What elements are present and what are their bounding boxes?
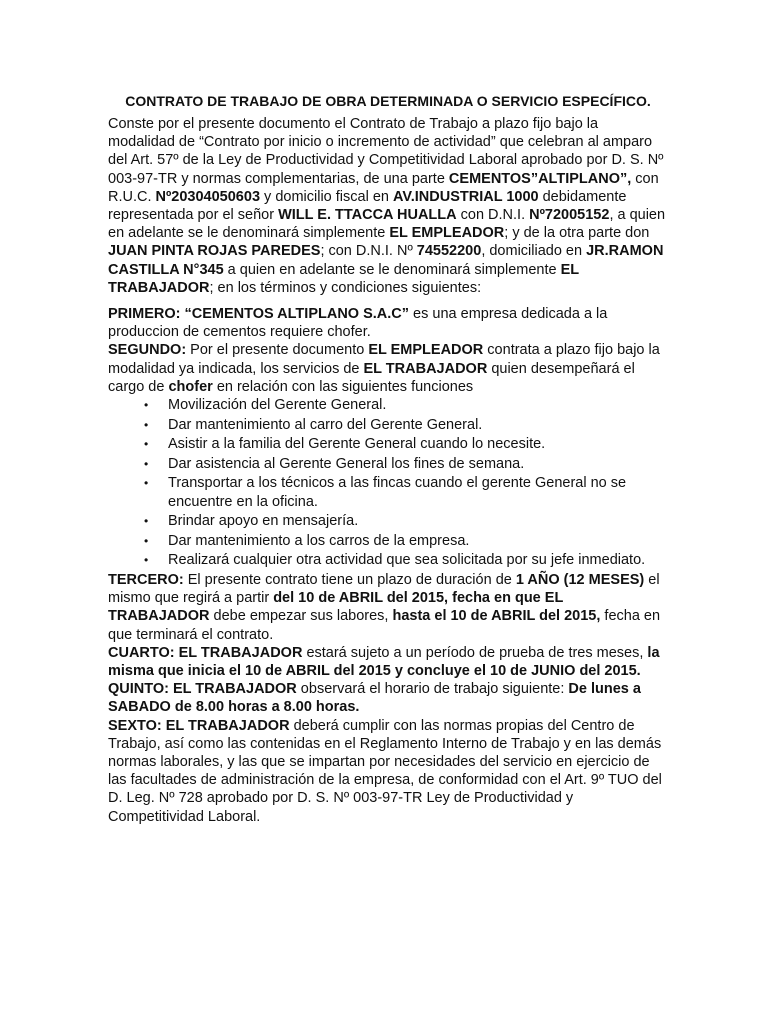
bold-text-run: QUINTO: EL TRABAJADOR (108, 681, 297, 698)
list-item-text: Asistir a la familia del Gerente General cuando lo necesite. (168, 436, 546, 453)
list-item-text: Movilización del Gerente General. (168, 397, 387, 414)
bold-text-run: CEMENTOS”ALTIPLANO”, (448, 170, 632, 187)
clause-cuarto (108, 644, 668, 680)
bullet-icon: • (144, 417, 149, 432)
text-run: ; con D.N.I. Nº (320, 243, 417, 260)
text-run: a quien en adelante se le denominará simplemente (223, 261, 561, 278)
bold-text-run: JR.RAMON CASTILLA N°345 (108, 243, 664, 278)
text-run: en relación con las siguientes funciones (212, 378, 474, 395)
bold-text-run: EL EMPLEADOR (389, 225, 505, 242)
bold-text-run: hasta el 10 de ABRIL del 2015, (392, 608, 601, 625)
text-run: el mismo que regirá a partir (108, 572, 660, 607)
document-title: CONTRATO DE TRABAJO DE OBRA DETERMINADA O SERVICIO ESPECÍFICO. (125, 93, 651, 109)
paragraph-gap (108, 297, 668, 305)
text-run: debidamente representada por el señor (108, 188, 627, 224)
bullet-icon: • (144, 437, 149, 452)
bold-text-run: WILL E. TTACCA HUALLA (278, 207, 457, 224)
bullet-icon: • (144, 514, 149, 529)
text-run: estará sujeto a un período de prueba de tres meses, (302, 644, 648, 661)
text-run: con R.U.C. (108, 170, 659, 205)
clause-tercero (108, 571, 668, 644)
clause-quinto (108, 680, 668, 716)
list-item (144, 455, 668, 473)
text-run: con D.N.I. (456, 207, 530, 224)
funciones-list (108, 396, 668, 570)
text-run: fecha en que terminará el contrato. (108, 608, 661, 643)
list-item-text: Dar mantenimiento al carro del Gerente General. (168, 416, 483, 433)
text-run: deberá cumplir con las normas propias del Centro de Trabajo, así como las contenidas en el Reglamento Interno de Trabajo y en las demás normas laborales, y las que se impartan por necesidades del servicio en ejercicio de las facultades de administración de la empresa, de conformidad con el Art. 9º TUO del D. Leg. Nº 728 aprobado por D. S. Nº 003-97-TR Ley de Productividad y Competitividad Laboral. (108, 717, 662, 825)
text-run: Por el presente documento (186, 342, 369, 359)
bullet-icon: • (144, 533, 149, 548)
list-item-text: Brindar apoyo en mensajería. (168, 513, 359, 530)
list-item (144, 435, 668, 453)
list-item-text: Transportar a los técnicos a las fincas cuando el gerente General no se encuentre en la oficina. (168, 475, 627, 510)
bold-text-run: la misma que inicia el 10 de ABRIL del 2015 y concluye el 10 de JUNIO del 2015. (108, 644, 660, 680)
bold-text-run: Nº72005152 (529, 207, 610, 224)
bold-text-run: EL TRABAJADOR (108, 261, 579, 296)
bold-text-run: EL TRABAJADOR (363, 360, 488, 377)
text-run: debe empezar sus labores, (209, 608, 393, 625)
bold-text-run: SEGUNDO: (108, 342, 187, 359)
bold-text-run: del 10 de ABRIL del 2015, fecha en que EL TRABAJADOR (108, 590, 564, 625)
text-run: Conste por el presente documento el Contrato de Trabajo a plazo fijo bajo la modalidad de “Contrato por inicio o incremento de actividad” que celebran al amparo del Art. 57º de la Ley de Productividad y Competitividad Laboral aprobado por D. S. Nº 003-97-TR y normas complementarias, de una parte (108, 116, 664, 187)
bold-text-run: chofer (168, 378, 213, 395)
bold-text-run: 74552200 (416, 243, 482, 260)
bullet-icon: • (144, 553, 149, 568)
list-item (144, 474, 668, 510)
bold-text-run: PRIMERO: “CEMENTOS ALTIPLANO S.A.C” (108, 306, 410, 323)
text-run: , a quien en adelante se le denominará simplemente (108, 207, 666, 242)
list-item-text: Realizará cualquier otra actividad que sea solicitada por su jefe inmediato. (168, 552, 646, 569)
bold-text-run: CUARTO: EL TRABAJADOR (108, 644, 303, 661)
bold-text-run: 1 AÑO (12 MESES) (515, 572, 645, 588)
clause-sexto (108, 717, 668, 826)
bold-text-run: De lunes a SABADO de 8.00 horas a 8.00 horas. (108, 681, 641, 716)
bullet-icon: • (144, 456, 149, 471)
text-run: y domicilio fiscal en (260, 188, 393, 205)
list-item (144, 532, 668, 550)
contract-document (108, 92, 668, 826)
bullet-icon: • (144, 398, 149, 413)
text-run: observará el horario de trabajo siguiente: (296, 681, 569, 698)
bold-text-run: TERCERO: (108, 572, 184, 588)
bold-text-run: SEXTO: EL TRABAJADOR (108, 717, 290, 734)
list-item (144, 551, 668, 569)
text-run: ; y de la otra parte don (504, 225, 650, 242)
text-run: El presente contrato tiene un plazo de duración de (183, 572, 516, 588)
intro-paragraph (108, 115, 668, 297)
list-item (144, 396, 668, 414)
list-item-text: Dar asistencia al Gerente General los fines de semana. (168, 455, 525, 472)
text-run: contrata a plazo fijo bajo la modalidad ya indicada, los servicios de (108, 342, 660, 377)
bold-text-run: AV.INDUSTRIAL 1000 (392, 188, 539, 205)
bold-text-run: JUAN PINTA ROJAS PAREDES (108, 243, 321, 260)
text-run: quien desempeñará el cargo de (108, 360, 635, 395)
bold-text-run: Nº20304050603 (155, 188, 261, 205)
list-item-text: Dar mantenimiento a los carros de la empresa. (168, 532, 470, 549)
text-run: , domiciliado en (481, 243, 587, 260)
text-run: ; en los términos y condiciones siguientes: (209, 279, 482, 296)
bullet-icon: • (144, 476, 149, 491)
list-item (144, 512, 668, 530)
list-item (144, 416, 668, 434)
bold-text-run: EL EMPLEADOR (368, 342, 484, 359)
text-run: es una empresa dedicada a la produccion de cementos requiere chofer. (108, 306, 608, 341)
clause-segundo (108, 341, 668, 396)
clause-primero (108, 305, 668, 341)
